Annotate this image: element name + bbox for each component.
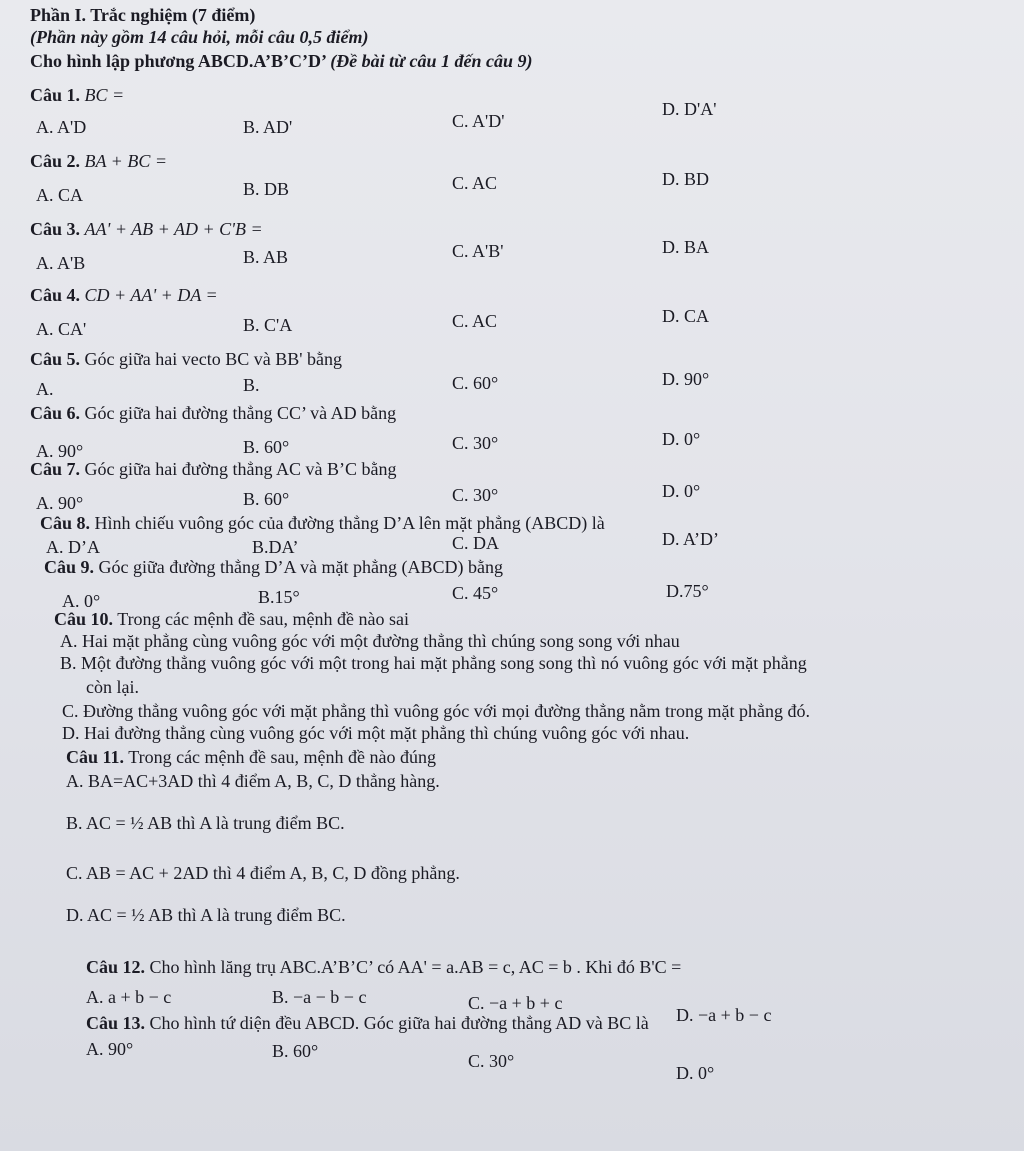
question-8: Câu 8. Hình chiếu vuông góc của đường thẳng D’A lên mặt phẳng (ABCD) là <box>40 513 605 533</box>
q12-option-b: B. −a − b − c <box>272 987 367 1007</box>
q7-option-a: A. 90° <box>36 493 84 513</box>
q10-option-a: A. Hai mặt phẳng cùng vuông góc với một đường thẳng thì chúng song song với nhau <box>60 631 680 651</box>
q11-option-a: A. BA=AC+3AD thì 4 điểm A, B, C, D thẳng hàng. <box>66 771 440 791</box>
q1-option-c: C. A'D' <box>452 111 505 131</box>
q5-option-a: A. <box>36 379 54 399</box>
q5-option-b: B. <box>243 375 260 395</box>
q8-option-c: C. DA <box>452 533 500 553</box>
question-11: Câu 11. Trong các mệnh đề sau, mệnh đề nào đúng <box>66 747 436 767</box>
question-7: Câu 7. Góc giữa hai đường thẳng AC và B’C bằng <box>30 459 397 479</box>
question-2: Câu 2. BA + BC = <box>30 151 167 171</box>
q1-option-a: A. A'D <box>36 117 87 137</box>
q12-option-a: A. a + b − c <box>86 987 172 1007</box>
q7-option-d: D. 0° <box>662 481 701 501</box>
question-1: Câu 1. BC = <box>30 85 125 105</box>
q3-option-a: A. A'B <box>36 253 86 273</box>
q10-option-d: D. Hai đường thẳng cùng vuông góc với một mặt phẳng thì chúng vuông góc với nhau. <box>62 723 690 743</box>
q7-option-c: C. 30° <box>452 485 499 505</box>
q1-option-b: B. AD' <box>243 117 293 137</box>
q9-option-c: C. 45° <box>452 583 499 603</box>
q8-option-b: B.DA’ <box>252 537 299 557</box>
q8-option-a: A. D’A <box>46 537 100 557</box>
q6-option-b: B. 60° <box>243 437 290 457</box>
q2-option-b: B. DB <box>243 179 290 199</box>
q11-option-c: C. AB = AC + 2AD thì 4 điểm A, B, C, D đồng phẳng. <box>66 863 460 883</box>
section-note: (Phần này gồm 14 câu hỏi, mỗi câu 0,5 điểm) <box>30 27 369 47</box>
q2-option-c: C. AC <box>452 173 498 193</box>
q13-option-c: C. 30° <box>468 1051 515 1071</box>
q13-option-a: A. 90° <box>86 1039 134 1059</box>
question-6: Câu 6. Góc giữa hai đường thẳng CC’ và AD bằng <box>30 403 397 423</box>
q4-option-b: B. C'A <box>243 315 293 335</box>
q9-option-d: D.75° <box>666 581 709 601</box>
q5-option-d: D. 90° <box>662 369 710 389</box>
q11-option-b: B. AC = ½ AB thì A là trung điểm BC. <box>66 813 345 833</box>
question-13: Câu 13. Cho hình tứ diện đều ABCD. Góc giữa hai đường thẳng AD và BC là <box>86 1013 649 1033</box>
question-5: Câu 5. Góc giữa hai vecto BC và BB' bằng <box>30 349 342 369</box>
q13-option-b: B. 60° <box>272 1041 319 1061</box>
q1-option-d: D. D'A' <box>662 99 717 119</box>
intro-text: Cho hình lập phương ABCD.A’B’C’D’ (Đề bài từ câu 1 đến câu 9) <box>30 51 533 71</box>
q3-option-c: C. A'B' <box>452 241 504 261</box>
q13-option-d: D. 0° <box>676 1063 715 1083</box>
q10-option-b: B. Một đường thẳng vuông góc với một trong hai mặt phẳng song song thì nó vuông góc với mặt phẳng <box>60 653 807 673</box>
q8-option-d: D. A’D’ <box>662 529 719 549</box>
q6-option-a: A. 90° <box>36 441 84 461</box>
q9-option-b: B.15° <box>258 587 300 607</box>
q12-option-d: D. −a + b − c <box>676 1005 772 1025</box>
q3-option-d: D. BA <box>662 237 710 257</box>
q4-option-a: A. CA' <box>36 319 87 339</box>
question-4: Câu 4. CD + AA' + DA = <box>30 285 218 305</box>
section-title: Phần I. Trắc nghiệm (7 điểm) <box>30 5 256 25</box>
q5-option-c: C. 60° <box>452 373 499 393</box>
q4-option-d: D. CA <box>662 306 710 326</box>
question-3: Câu 3. AA' + AB + AD + C'B = <box>30 219 263 239</box>
q7-option-b: B. 60° <box>243 489 290 509</box>
q11-option-d: D. AC = ½ AB thì A là trung điểm BC. <box>66 905 346 925</box>
question-9: Câu 9. Góc giữa đường thẳng D’A và mặt phẳng (ABCD) bằng <box>44 557 503 577</box>
question-10: Câu 10. Trong các mệnh đề sau, mệnh đề nào sai <box>54 609 409 629</box>
q6-option-c: C. 30° <box>452 433 499 453</box>
q9-option-a: A. 0° <box>62 591 101 611</box>
q4-option-c: C. AC <box>452 311 498 331</box>
q6-option-d: D. 0° <box>662 429 701 449</box>
q10-option-b-cont: còn lại. <box>86 677 139 697</box>
q12-option-c: C. −a + b + c <box>468 993 563 1013</box>
question-12: Câu 12. Cho hình lăng trụ ABC.A’B’C’ có AA' = a.AB = c, AC = b . Khi đó B'C = <box>86 957 682 977</box>
q2-option-a: A. CA <box>36 185 84 205</box>
q10-option-c: C. Đường thẳng vuông góc với mặt phẳng thì vuông góc với mọi đường thẳng nằm trong mặt phẳng đó. <box>62 701 811 721</box>
q2-option-d: D. BD <box>662 169 710 189</box>
q3-option-b: B. AB <box>243 247 289 267</box>
